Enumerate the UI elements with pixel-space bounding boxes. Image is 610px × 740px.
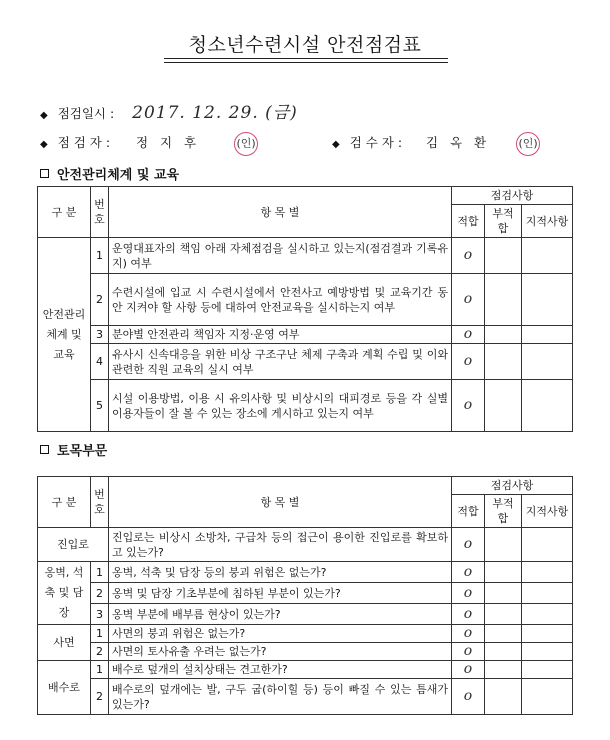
suitable-mark: o	[452, 643, 485, 661]
title-underline	[164, 58, 448, 59]
table-row	[38, 625, 573, 643]
diamond-bullet-icon: ◆	[40, 110, 48, 121]
item-text: 옹벽 부분에 배부름 현상이 있는가?	[109, 604, 452, 625]
section-heading-safety	[40, 164, 179, 183]
suitable-mark: o	[452, 679, 485, 715]
header-suitable: 적합	[452, 205, 485, 238]
table-row	[38, 562, 573, 583]
header-suitable: 적합	[452, 495, 485, 528]
suitable-mark: o	[452, 326, 485, 344]
unsuitable-cell	[485, 583, 522, 604]
inspection-date-row	[40, 98, 298, 123]
item-text: 시설 이용방법, 이용 시 유의사항 및 비상시의 대피경로 등을 각 실별 이용자들이 잘 볼 수 있는 장소에 게시하고 있는지 여부	[109, 380, 452, 432]
row-number: 4	[91, 344, 109, 380]
table-row	[38, 344, 573, 380]
remarks-cell	[522, 625, 573, 643]
suitable-mark: o	[452, 604, 485, 625]
suitable-mark: o	[452, 380, 485, 432]
row-number: 2	[91, 274, 109, 326]
header-category: 구 분	[38, 187, 91, 238]
diamond-bullet-icon: ◆	[332, 139, 340, 150]
remarks-cell	[522, 380, 573, 432]
table-row	[38, 274, 573, 326]
remarks-cell	[522, 643, 573, 661]
date-label: 점검일시 :	[57, 106, 115, 121]
row-number: 3	[91, 604, 109, 625]
inspector-label: 점 검 자 :	[57, 135, 111, 150]
category-cell: 안전관리 체계 및 교육	[38, 238, 91, 432]
header-number: 번호	[91, 187, 109, 238]
title-underline-2	[164, 62, 448, 63]
item-text: 배수로의 덮개에는 발, 구두 굽(하이힐 등) 등이 빠질 수 있는 틈새가 있는가?	[109, 679, 452, 715]
remarks-cell	[522, 528, 573, 562]
safety-management-table	[37, 186, 573, 432]
row-number: 1	[91, 238, 109, 274]
civil-works-table	[37, 476, 573, 715]
unsuitable-cell	[485, 661, 522, 679]
suitable-mark: o	[452, 528, 485, 562]
row-number: 1	[91, 562, 109, 583]
item-text: 수련시설에 입교 시 수련시설에서 안전사고 예방방법 및 교육기간 동안 지켜야 할 사항 등에 대하여 안전교육을 실시하는지 여부	[109, 274, 452, 326]
remarks-cell	[522, 562, 573, 583]
suitable-mark: o	[452, 562, 485, 583]
header-check-group: 점검사항	[452, 477, 573, 495]
inspector-name: 정 지 후	[136, 135, 197, 150]
category-cell: 배수로	[38, 661, 91, 715]
row-number: 2	[91, 583, 109, 604]
header-unsuitable: 부적합	[485, 495, 522, 528]
item-text: 옹벽 및 담장 기초부분에 침하된 부분이 있는가?	[109, 583, 452, 604]
table-row	[38, 528, 573, 562]
date-value: 2017. 12. 29. (금)	[132, 103, 298, 123]
suitable-mark: o	[452, 583, 485, 604]
suitable-mark: o	[452, 625, 485, 643]
unsuitable-cell	[485, 528, 522, 562]
suitable-mark: o	[452, 238, 485, 274]
header-items: 항 목 별	[109, 187, 452, 238]
item-text: 사면의 토사유출 우려는 없는가?	[109, 643, 452, 661]
category-cell: 진입로	[38, 528, 109, 562]
remarks-cell	[522, 326, 573, 344]
item-text: 분야별 안전관리 책임자 지정·운영 여부	[109, 326, 452, 344]
remarks-cell	[522, 344, 573, 380]
reviewer-seal: (인)	[516, 132, 540, 156]
table-row	[38, 679, 573, 715]
suitable-mark: o	[452, 274, 485, 326]
table-row	[38, 604, 573, 625]
remarks-cell	[522, 661, 573, 679]
suitable-mark: o	[452, 661, 485, 679]
square-bullet-icon	[40, 445, 49, 454]
category-cell: 사면	[38, 625, 91, 661]
unsuitable-cell	[485, 562, 522, 583]
square-bullet-icon	[40, 169, 49, 178]
unsuitable-cell	[485, 604, 522, 625]
header-category: 구 분	[38, 477, 91, 528]
reviewer-row	[332, 132, 540, 156]
remarks-cell	[522, 583, 573, 604]
unsuitable-cell	[485, 679, 522, 715]
reviewer-name: 김 옥 환	[426, 135, 487, 150]
section-heading-civil	[40, 440, 107, 459]
remarks-cell	[522, 679, 573, 715]
row-number: 1	[91, 661, 109, 679]
header-number: 번호	[91, 477, 109, 528]
item-text: 배수로 덮개의 설치상태는 견고한가?	[109, 661, 452, 679]
item-text: 사면의 붕괴 위험은 없는가?	[109, 625, 452, 643]
page-title: 청소년수련시설 안전점검표	[188, 34, 422, 56]
table-row	[38, 238, 573, 274]
remarks-cell	[522, 238, 573, 274]
unsuitable-cell	[485, 625, 522, 643]
table-row	[38, 326, 573, 344]
item-text: 운영대표자의 책임 아래 자체점검을 실시하고 있는지(점검결과 기록유지) 여부	[109, 238, 452, 274]
unsuitable-cell	[485, 238, 522, 274]
header-check-group: 점검사항	[452, 187, 573, 205]
header-items: 항 목 별	[109, 477, 452, 528]
row-number: 3	[91, 326, 109, 344]
table-row	[38, 380, 573, 432]
header-remarks: 지적사항	[522, 205, 573, 238]
unsuitable-cell	[485, 326, 522, 344]
inspector-row	[40, 132, 258, 156]
row-number: 2	[91, 643, 109, 661]
reviewer-label: 검 수 자 :	[349, 135, 403, 150]
item-text: 진입로는 비상시 소방차, 구급차 등의 접근이 용이한 진입로를 확보하고 있는가?	[109, 528, 452, 562]
section-title: 토목부문	[57, 444, 108, 459]
inspector-seal: (인)	[234, 132, 258, 156]
header-remarks: 지적사항	[522, 495, 573, 528]
header-unsuitable: 부적합	[485, 205, 522, 238]
section-title: 안전관리체계 및 교육	[57, 168, 180, 183]
item-text: 유사시 신속대응을 위한 비상 구조구난 체제 구축과 계획 수립 및 이와 관련한 직원 교육의 실시 여부	[109, 344, 452, 380]
table-row	[38, 583, 573, 604]
unsuitable-cell	[485, 380, 522, 432]
diamond-bullet-icon: ◆	[40, 139, 48, 150]
unsuitable-cell	[485, 344, 522, 380]
suitable-mark: o	[452, 344, 485, 380]
table-row	[38, 643, 573, 661]
row-number: 5	[91, 380, 109, 432]
row-number: 2	[91, 679, 109, 715]
unsuitable-cell	[485, 643, 522, 661]
category-cell: 옹벽, 석축 및 담장	[38, 562, 91, 625]
table-row	[38, 661, 573, 679]
item-text: 옹벽, 석축 및 담장 등의 붕괴 위험은 없는가?	[109, 562, 452, 583]
remarks-cell	[522, 604, 573, 625]
unsuitable-cell	[485, 274, 522, 326]
row-number: 1	[91, 625, 109, 643]
remarks-cell	[522, 274, 573, 326]
